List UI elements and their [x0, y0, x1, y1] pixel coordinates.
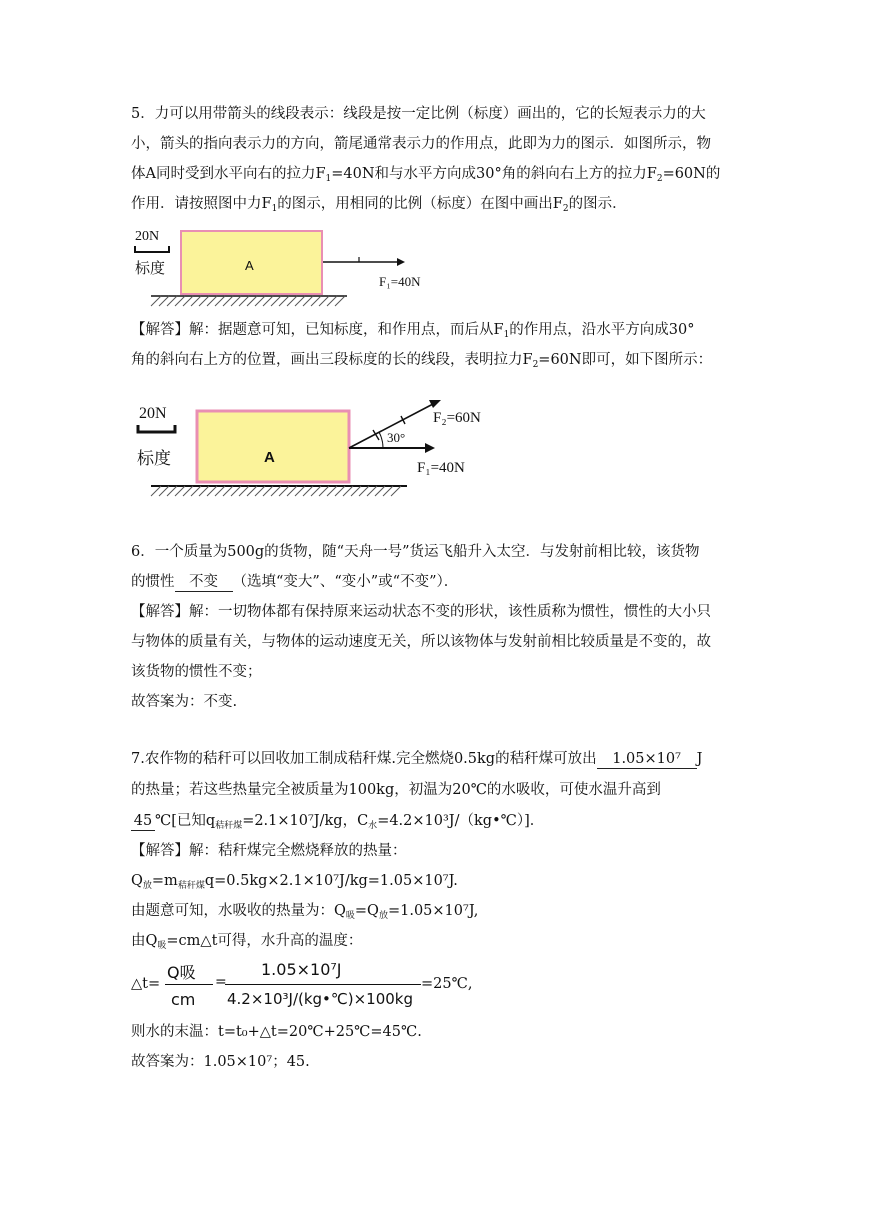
q6-answer-line-1: 【解答】解：一切物体都有保持原来运动状态不变的形状，该性质称为惯性，惯性的大小只: [131, 604, 711, 620]
ground-hatch: [151, 486, 401, 496]
formula-numerator-2: 1.05×10⁷J: [261, 960, 342, 979]
q7-line-3: 45 ℃[已知$q_{秸秆煤}=2.1\times 10^7J/kg$，$C_水=4.2\times 10^3J/(kg•℃)$]．: [131, 811, 544, 836]
q7-answer-line-1: 【解答】解：秸秆煤完全燃烧释放的热量：: [131, 843, 407, 859]
formula-lhs: △t=: [131, 976, 161, 992]
scale-bar: [138, 425, 175, 432]
formula-equals: =: [215, 974, 227, 990]
q6-answer-line-2: 与物体的质量有关，与物体的运动速度无关，所以该物体与发射前相比较质量是不变的，故: [131, 634, 711, 650]
q7-answer-line-4: 由$Q_吸=cm\triangle t$可得，水升高的温度：: [131, 933, 363, 951]
q5-answer-line-2: 角的斜向右上方的位置，画出三段标度的长的线段，表明拉力$F_2=60N$即可，如下图所示：: [131, 352, 713, 370]
f1-label: F₁=40N: [417, 460, 465, 476]
q7-answer-line-6: 故答案为：1.05×10⁷；45.: [131, 1054, 310, 1070]
scale-bar: [135, 246, 169, 252]
q7-answer-blank-2: 45: [131, 812, 155, 831]
force-diagram-f2: [131, 392, 521, 502]
q6-answer-line-4: 故答案为：不变.: [131, 694, 238, 710]
scale-value: 20N: [135, 229, 160, 244]
formula-denominator-2: 4.2×10³J/(kg•℃)×100kg: [227, 990, 414, 1008]
q7-answer-line-3: 由题意可知，水吸收的热量为：$Q_吸=Q_放=1.05\times 10^7J$,: [131, 903, 479, 921]
f1-label: F₁=40N: [379, 274, 421, 289]
block-a: [197, 411, 349, 482]
angle-arc: [379, 432, 383, 448]
q6-line-2: 的惯性 不变 （选填“变大”、“变小”或“不变”）．: [131, 574, 459, 590]
q6-answer-blank: 不变: [175, 573, 233, 592]
scale-value: 20N: [139, 405, 167, 422]
q7-answer-line-5: 则水的末温：t=t₀+△t=20℃+25℃=45℃.: [131, 1024, 422, 1040]
q5-line-2: 小，箭头的指向表示力的方向，箭尾通常表示力的作用点，此即为力的图示．如图所示，物: [131, 136, 711, 152]
q5-answer-line-1: 【解答】解：据题意可知，已知标度，和作用点，而后从$F_1$的作用点，沿水平方向成30°: [131, 322, 695, 340]
q7-line-1: 7.农作物的秸秆可以回收加工制成秸秆煤.完全燃烧0.5kg的秸秆煤可放出 1.05×10⁷ J: [131, 751, 703, 767]
f2-label: F₂=60N: [433, 410, 481, 426]
q6-line-1: 6．一个质量为500g的货物，随“天舟一号”货运飞船升入太空．与发射前相比较，该货物: [131, 544, 700, 560]
q6-answer-line-3: 该货物的惯性不变；: [131, 664, 262, 680]
f2-arrowhead: [429, 400, 441, 408]
scale-label: 标度: [137, 449, 171, 469]
formula-numerator-1: Q吸: [167, 963, 196, 982]
fraction-bar-1: [165, 984, 213, 985]
temperature-formula: [131, 958, 491, 1014]
force-diagram-f1: [131, 222, 431, 310]
fraction-bar-2: [225, 984, 421, 985]
f1-arrowhead: [397, 258, 405, 266]
formula-result: =25℃,: [421, 976, 473, 992]
block-label: A: [264, 449, 275, 466]
angle-label: 30°: [387, 430, 406, 445]
ground-hatch: [151, 296, 345, 306]
block-label: A: [245, 258, 254, 273]
q7-answer-blank-1: 1.05×10⁷: [597, 750, 697, 769]
formula-denominator-1: cm: [171, 990, 196, 1009]
q7-line-2: 的热量；若这些热量完全被质量为100kg，初温为20℃的水吸收，可使水温升高到: [131, 782, 661, 798]
q5-line-4: 作用．请按照图中力$F_1$的图示，用相同的比例（标度）在图中画出$F_2$的图示．: [131, 196, 627, 214]
q7-answer-line-2: $Q_放=m_{秸秆煤}q=0.5kg\times 2.1\times 10^7J/kg=1.05\times 10^7J$.: [131, 873, 458, 891]
q5-line-3: 体A同时受到水平向右的拉力$F_1=40N$和与水平方向成30°角的斜向右上方的拉力$F_2=60N$的: [131, 166, 721, 184]
q5-line-1: 5．力可以用带箭头的线段表示：线段是按一定比例（标度）画出的，它的长短表示力的大: [131, 106, 706, 122]
f1-arrowhead: [425, 443, 435, 453]
scale-label: 标度: [135, 259, 166, 277]
